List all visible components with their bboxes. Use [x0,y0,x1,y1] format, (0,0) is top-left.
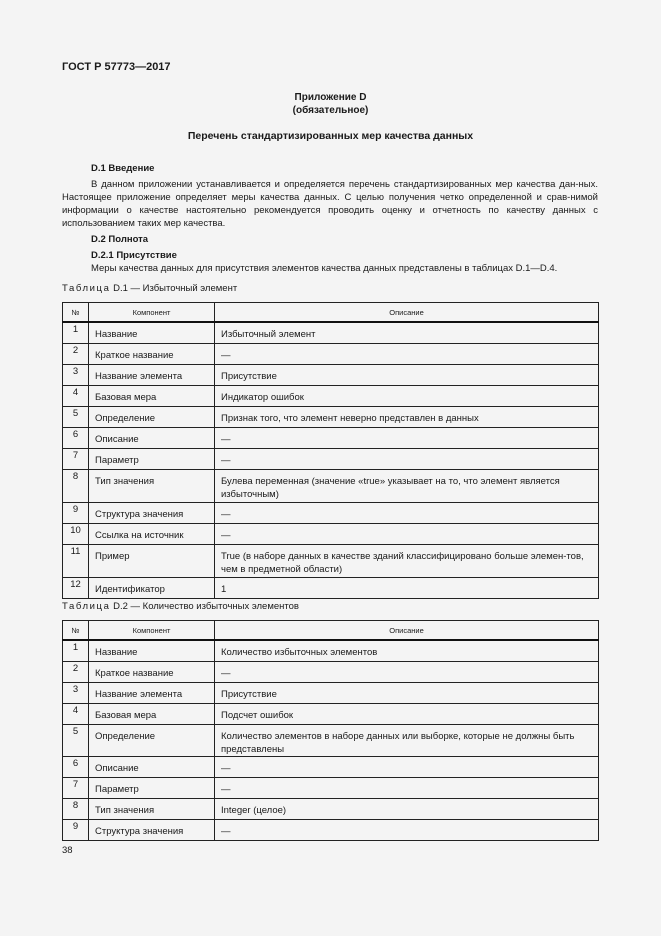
row-description: True (в наборе данных в качестве зданий классифицировано больше элемен-тов, чем в предметной области) [215,544,599,577]
section-d21-text [62,262,598,275]
row-number: 6 [63,427,89,448]
row-number: 8 [63,798,89,819]
row-component: Параметр [89,448,215,469]
table-row [63,502,599,523]
row-component: Структура значения [89,819,215,840]
row-description: Булева переменная (значение «true» указывает на то, что элемент является избыточным) [215,469,599,502]
row-number: 1 [63,322,89,343]
table-row [63,703,599,724]
row-component: Тип значения [89,469,215,502]
row-number: 9 [63,502,89,523]
row-component: Определение [89,406,215,427]
table-row [63,724,599,756]
row-number: 2 [63,661,89,682]
row-component: Название элемента [89,364,215,385]
header-component: Компонент [89,621,215,641]
row-description: — [215,448,599,469]
row-number: 7 [63,448,89,469]
row-number: 3 [63,364,89,385]
row-component: Название [89,322,215,343]
table-header-row [63,303,599,323]
table-row [63,385,599,406]
row-description: — [215,777,599,798]
table2-caption [62,601,299,612]
table-row [63,523,599,544]
section-d1-text-content: В данном приложении устанавливается и определяется перечень стандартизированных мер качества дан-ных. Настоящее приложение определяет меры качества данных. С целью получения четко определенной и срав-нимой информации о качестве настоятельно рекомендуется проводить оценку и отчетность по качеству данных с использованием таких мер качества. [62,179,598,229]
row-description: — [215,819,599,840]
row-description: Количество избыточных элементов [215,640,599,661]
row-description: — [215,756,599,777]
row-component: Ссылка на источник [89,523,215,544]
row-number: 11 [63,544,89,577]
row-description: — [215,502,599,523]
section-d2-heading: D.2 Полнота [91,234,149,245]
row-description: Признак того, что элемент неверно представлен в данных [215,406,599,427]
row-component: Базовая мера [89,703,215,724]
row-description: Избыточный элемент [215,322,599,343]
section-d21-text-content: Меры качества данных для присутствия элементов качества данных представлены в таблицах D.1—D.4. [91,263,558,274]
row-component: Описание [89,756,215,777]
table-row [63,777,599,798]
row-number: 5 [63,406,89,427]
row-component: Краткое название [89,661,215,682]
row-description: — [215,661,599,682]
table-row [63,406,599,427]
table-row [63,448,599,469]
row-component: Название [89,640,215,661]
table-row [63,756,599,777]
header-number: № [63,621,89,641]
header-component: Компонент [89,303,215,323]
row-description: — [215,427,599,448]
row-description: Подсчет ошибок [215,703,599,724]
table-row [63,469,599,502]
row-number: 5 [63,724,89,756]
row-number: 4 [63,703,89,724]
page-number: 38 [62,845,73,856]
table-d1 [62,302,599,599]
header-number: № [63,303,89,323]
table-row [63,682,599,703]
table1-caption [62,283,237,294]
header-description: Описание [215,621,599,641]
row-description: Присутствие [215,682,599,703]
row-number: 1 [63,640,89,661]
table-row [63,819,599,840]
row-description: Индикатор ошибок [215,385,599,406]
row-component: Описание [89,427,215,448]
row-number: 9 [63,819,89,840]
row-component: Определение [89,724,215,756]
section-d21-heading: D.2.1 Присутствие [91,250,177,261]
table-row [63,798,599,819]
table1-caption-label: Таблица [62,283,111,294]
row-description: 1 [215,577,599,598]
row-component: Структура значения [89,502,215,523]
table-row [63,343,599,364]
row-number: 3 [63,682,89,703]
section-d1-text [62,178,598,230]
appendix-status: (обязательное) [292,105,369,116]
table2-caption-label: Таблица [62,601,111,612]
appendix-title: Приложение D [294,92,367,103]
row-component: Базовая мера [89,385,215,406]
header-description: Описание [215,303,599,323]
row-component: Тип значения [89,798,215,819]
row-description: — [215,523,599,544]
row-component: Краткое название [89,343,215,364]
row-description: Количество элементов в наборе данных или выборке, которые не должны быть представлены [215,724,599,756]
row-number: 4 [63,385,89,406]
row-number: 12 [63,577,89,598]
row-number: 6 [63,756,89,777]
row-description: — [215,343,599,364]
row-number: 7 [63,777,89,798]
row-component: Название элемента [89,682,215,703]
table-row [63,577,599,598]
table-row [63,640,599,661]
table2-caption-text: D.2 — Количество избыточных элементов [113,601,299,612]
table-row [63,661,599,682]
table-row [63,322,599,343]
document-code: ГОСТ Р 57773—2017 [62,61,171,73]
table-row [63,427,599,448]
row-number: 10 [63,523,89,544]
row-number: 8 [63,469,89,502]
row-number: 2 [63,343,89,364]
table-row [63,364,599,385]
section-d1-heading: D.1 Введение [91,163,155,174]
row-component: Параметр [89,777,215,798]
row-description: Integer (целое) [215,798,599,819]
table1-caption-text: D.1 — Избыточный элемент [113,283,238,294]
appendix-main-title: Перечень стандартизированных мер качества данных [187,130,474,142]
table-row [63,544,599,577]
row-component: Идентификатор [89,577,215,598]
row-component: Пример [89,544,215,577]
table-d2 [62,620,599,841]
row-description: Присутствие [215,364,599,385]
table-header-row [63,621,599,641]
